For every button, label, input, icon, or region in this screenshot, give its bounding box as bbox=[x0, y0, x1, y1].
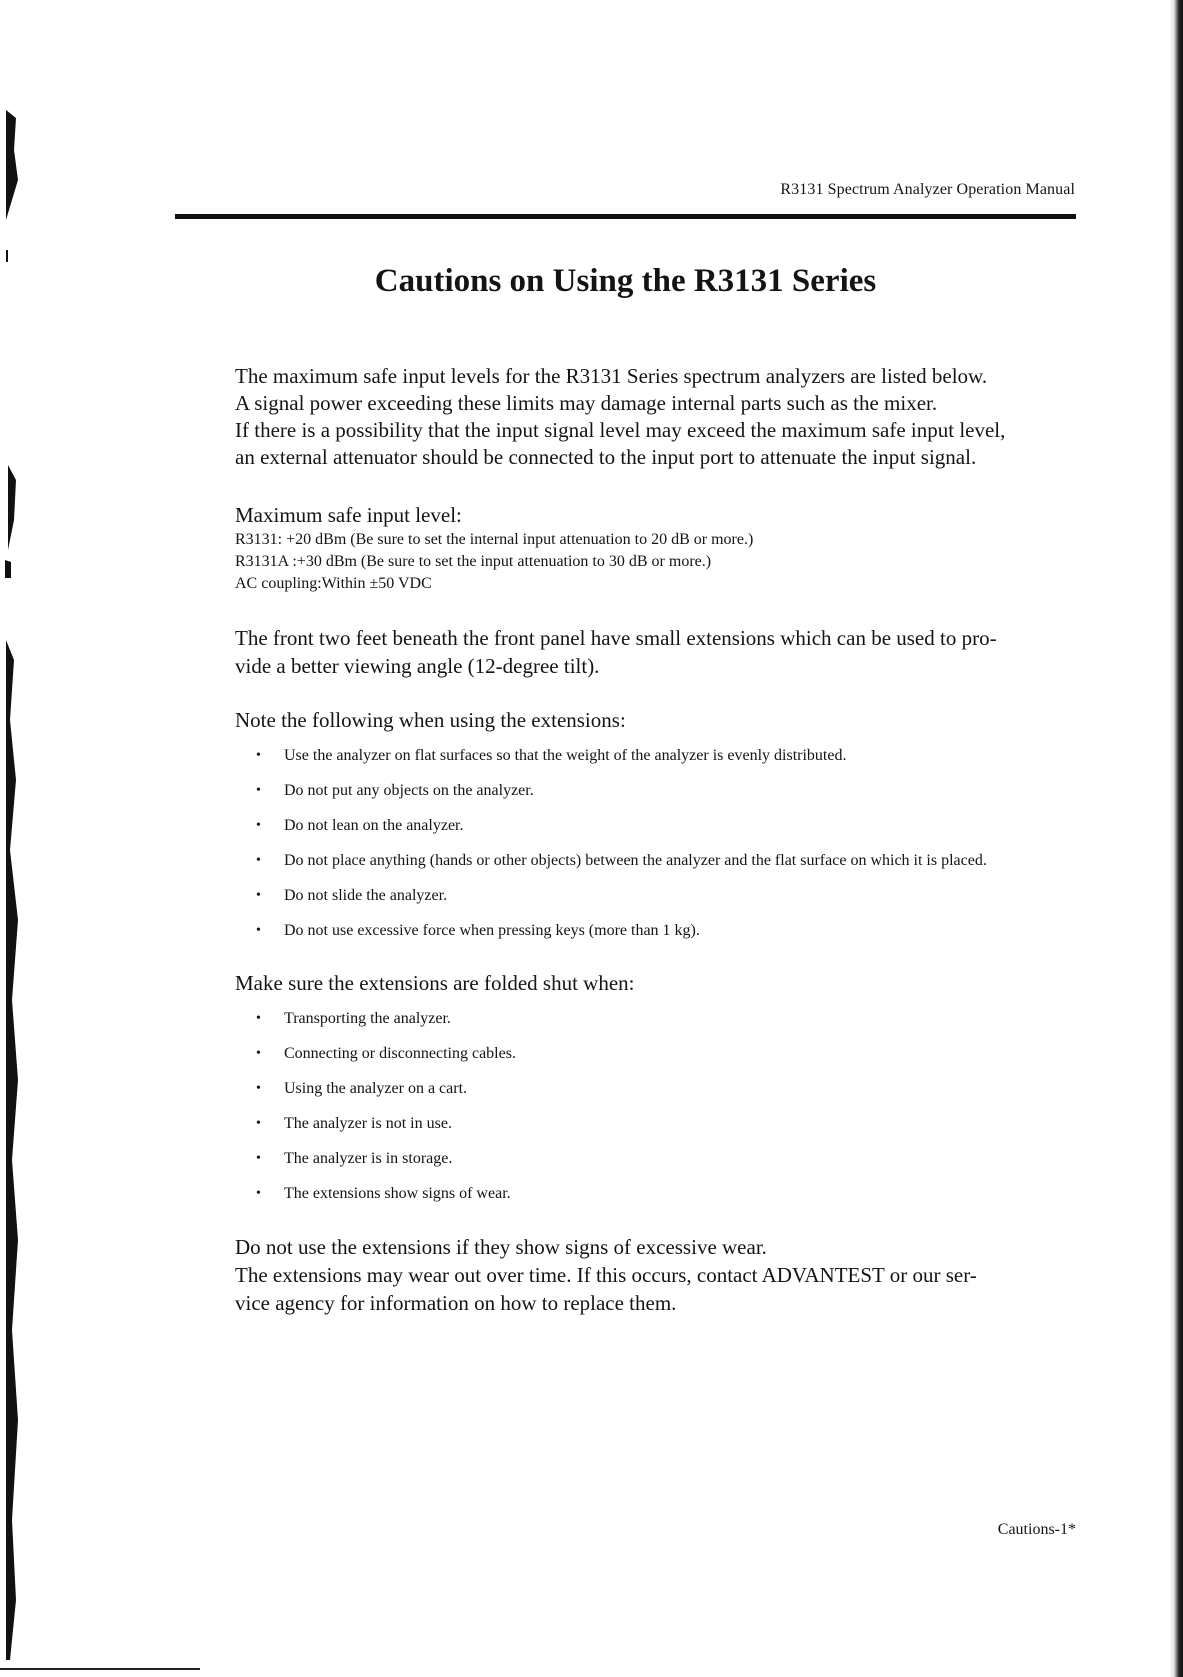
list-item bbox=[235, 1182, 1077, 1205]
list-item-text: Do not use excessive force when pressing keys (more than 1 kg). bbox=[284, 922, 700, 939]
scan-edge-artifact bbox=[0, 0, 22, 1677]
bullet-icon: • bbox=[256, 923, 261, 938]
bullet-icon: • bbox=[256, 748, 261, 763]
intro-paragraph bbox=[235, 363, 1077, 471]
max-input-section bbox=[235, 501, 1077, 595]
folded-section bbox=[235, 969, 1077, 1205]
bullet-list bbox=[235, 1007, 1077, 1205]
text-line: vide a better viewing angle (12-degree tilt). bbox=[235, 654, 600, 678]
bullet-icon: • bbox=[256, 1046, 261, 1061]
bullet-icon: • bbox=[256, 1116, 261, 1131]
list-item-text: Connecting or disconnecting cables. bbox=[284, 1045, 516, 1062]
spec-line: R3131: +20 dBm (Be sure to set the internal input attenuation to 20 dB or more.) bbox=[235, 531, 754, 548]
list-item-text: Using the analyzer on a cart. bbox=[284, 1080, 468, 1097]
text-line: The maximum safe input levels for the R3131 Series spectrum analyzers are listed below. bbox=[235, 364, 988, 388]
text-line: The extensions may wear out over time. If this occurs, contact ADVANTEST or our ser- bbox=[235, 1263, 977, 1287]
text-line: Do not use the extensions if they show signs of excessive wear. bbox=[235, 1235, 767, 1259]
list-item bbox=[235, 1112, 1077, 1135]
text-line: If there is a possibility that the input signal level may exceed the maximum safe input level, bbox=[235, 418, 1006, 442]
section-heading: Make sure the extensions are folded shut when: bbox=[235, 971, 635, 995]
running-header: R3131 Spectrum Analyzer Operation Manual bbox=[780, 181, 1075, 198]
extensions-note-section bbox=[235, 706, 1077, 942]
closing-paragraph bbox=[235, 1233, 1077, 1317]
list-item bbox=[235, 779, 1077, 802]
list-item bbox=[235, 744, 1077, 767]
list-item-text: Do not slide the analyzer. bbox=[284, 887, 448, 904]
list-item-text: The extensions show signs of wear. bbox=[284, 1185, 511, 1202]
list-item-text: Transporting the analyzer. bbox=[284, 1010, 451, 1027]
list-item bbox=[235, 1077, 1077, 1100]
feet-paragraph bbox=[235, 624, 1077, 680]
list-item bbox=[235, 1147, 1077, 1170]
list-item-text: Do not place anything (hands or other objects) between the analyzer and the flat surface on which it is placed. bbox=[284, 852, 987, 869]
text-line: vice agency for information on how to replace them. bbox=[235, 1291, 677, 1315]
list-item bbox=[235, 1042, 1077, 1065]
page-title: Cautions on Using the R3131 Series bbox=[374, 263, 877, 299]
list-item bbox=[235, 884, 1077, 907]
bullet-icon: • bbox=[256, 818, 261, 833]
list-item-text: The analyzer is in storage. bbox=[284, 1150, 453, 1167]
page-content bbox=[235, 363, 1077, 1317]
page-number: Cautions-1* bbox=[997, 1521, 1076, 1538]
spec-line: R3131A :+30 dBm (Be sure to set the input attenuation to 30 dB or more.) bbox=[235, 553, 712, 570]
spec-line: AC coupling:Within ±50 VDC bbox=[235, 575, 432, 592]
bullet-icon: • bbox=[256, 1081, 261, 1096]
bullet-icon: • bbox=[256, 888, 261, 903]
text-line: an external attenuator should be connected to the input port to attenuate the input signal. bbox=[235, 445, 977, 469]
section-heading: Maximum safe input level: bbox=[235, 503, 462, 527]
text-line: The front two feet beneath the front panel have small extensions which can be used to pro- bbox=[235, 626, 997, 650]
list-item bbox=[235, 849, 1077, 872]
scan-edge-artifact bbox=[1169, 0, 1183, 1677]
list-item-text: The analyzer is not in use. bbox=[284, 1115, 452, 1132]
bullet-icon: • bbox=[256, 1011, 261, 1026]
section-heading: Note the following when using the extensions: bbox=[235, 708, 626, 732]
list-item bbox=[235, 814, 1077, 837]
bullet-icon: • bbox=[256, 1151, 261, 1166]
bullet-list bbox=[235, 744, 1077, 942]
text-line: A signal power exceeding these limits may damage internal parts such as the mixer. bbox=[235, 391, 938, 415]
bullet-icon: • bbox=[256, 853, 261, 868]
list-item-text: Do not put any objects on the analyzer. bbox=[284, 782, 534, 799]
list-item bbox=[235, 919, 1077, 942]
scan-edge-artifact bbox=[0, 1668, 200, 1670]
list-item-text: Use the analyzer on flat surfaces so that the weight of the analyzer is evenly distributed. bbox=[284, 747, 847, 764]
bullet-icon: • bbox=[256, 1186, 261, 1201]
list-item-text: Do not lean on the analyzer. bbox=[284, 817, 464, 834]
header-rule bbox=[175, 214, 1076, 219]
bullet-icon: • bbox=[256, 783, 261, 798]
list-item bbox=[235, 1007, 1077, 1030]
